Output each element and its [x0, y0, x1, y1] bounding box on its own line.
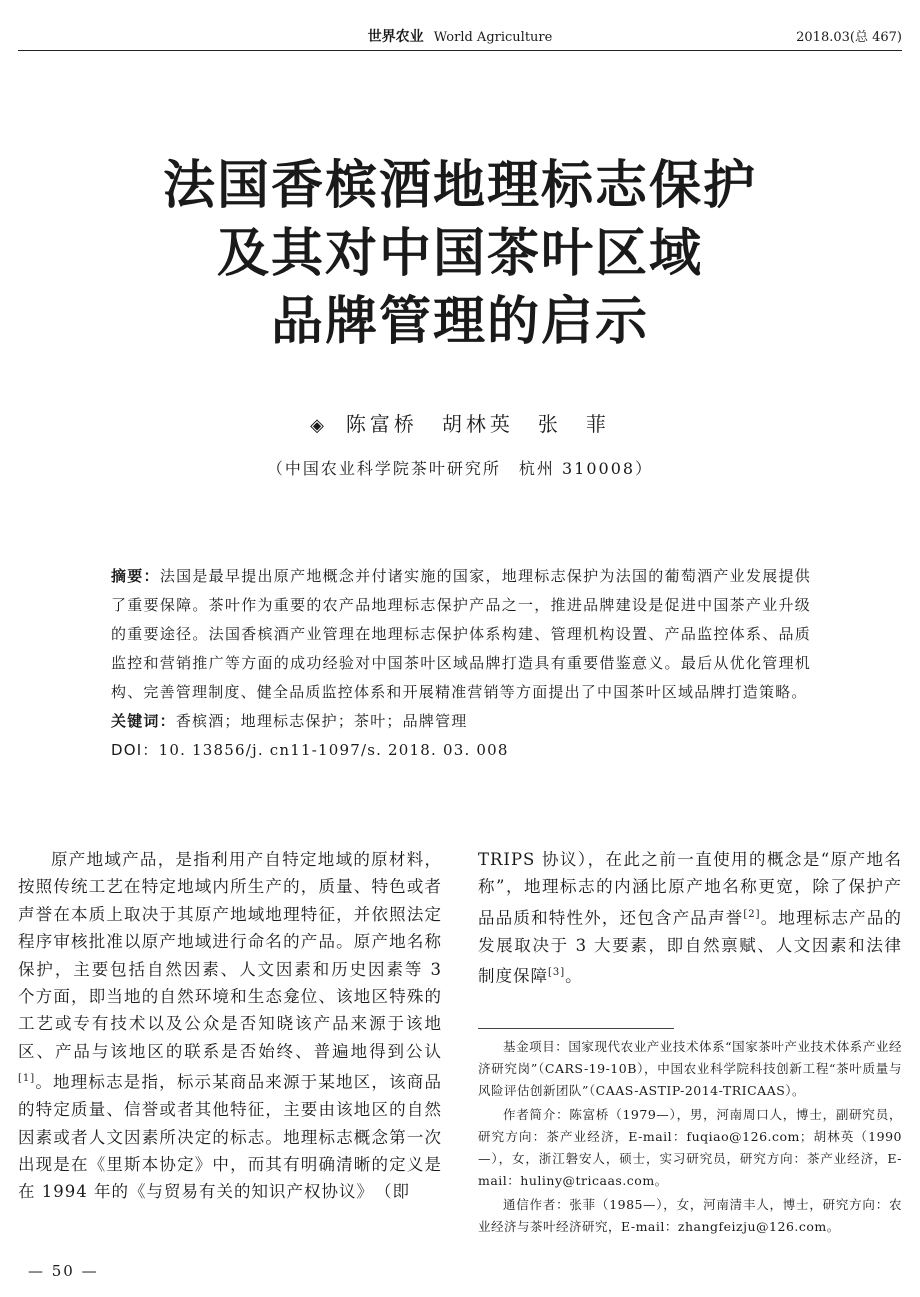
title-line-2: 及其对中国茶叶区域	[216, 224, 703, 284]
footnote-author-bio: 作者简介：陈富桥（1979—），男，河南周口人，博士，副研究员，研究方向：茶产业经济，E-mail：fuqiao@126.com；胡林英（1990—），女，浙江磐安人，硕士，实习研究员，研究方向：茶产业经济，E-mail：huliny@tricaas.com。	[478, 1107, 902, 1188]
keywords	[111, 707, 811, 736]
journal-name	[18, 26, 902, 46]
affiliation: （中国农业科学院茶叶研究所 杭州 310008）	[266, 459, 654, 478]
doi	[111, 736, 811, 765]
issue-info: 2018.03(总 467)	[796, 30, 902, 45]
abstract-text: 法国是最早提出原产地概念并付诸实施的国家，地理标志保护为法国的葡萄酒产业发展提供了重要保障。茶叶作为重要的农产品地理标志保护产品之一，推进品牌建设是促进中国茶产业升级的重要途径。法国香槟酒产业管理在地理标志保护体系构建、管理机构设置、产品监控体系、品质监控和营销推广等方面的成功经验对中国茶叶区域品牌打造具有重要借鉴意义。最后从优化管理机构、完善管理制度、健全品质监控体系和开展精准营销等方面提出了中国茶叶区域品牌打造策略。	[111, 567, 811, 701]
citation-2[interactable]: [2]	[743, 908, 761, 920]
journal-logo: 世界农业	[367, 29, 424, 45]
footnote-rule	[478, 1028, 674, 1029]
author-list	[0, 408, 920, 437]
title-line-3: 品牌管理的启示	[270, 292, 649, 352]
footnote-fund: 基金项目：国家现代农业产业技术体系“国家茶叶产业技术体系产业经济研究岗”（CARS-19-10B），中国农业科学院科技创新工程“茶叶质量与风险评估创新团队”（CAAS-ASTIP-2014-TRICAAS）。	[478, 1039, 902, 1098]
abstract-label: 摘要：	[111, 567, 160, 585]
keywords-label: 关键词：	[111, 712, 176, 730]
diamond-marker-icon: ◈	[310, 415, 328, 436]
body-column-right	[478, 846, 902, 990]
body-paragraph: 原产地域产品，是指利用产自特定地域的原材料，按照传统工艺在特定地域内所生产的，质量、特色或者声誉在本质上取决于其原产地域地理特征，并依照法定程序审核批准以原产地域进行命名的产品。原产地名称保护，主要包括自然因素、人文因素和历史因素等 3 个方面，即当地的自然环境和生态龛位、该地区特殊的工艺或专有技术以及公众是否知晓该产品来源于该地区、产品与该地区的联系是否始终、普遍地得到公认[1]。地理标志是指，标示某商品来源于某地区，该商品的特定质量、信誉或者其他特征，主要由该地区的自然因素或者人文因素所决定的标志。地理标志概念第一次出现是在《里斯本协定》中，而其有明确清晰的定义是在 1994 年的《与贸易有关的知识产权协议》 （即	[18, 850, 442, 1202]
abstract	[111, 562, 811, 707]
page-number: — 50 —	[28, 1262, 99, 1280]
footnote-corresponding-author: 通信作者：张菲（1985—），女，河南清丰人，博士，研究方向：农业经济与茶叶经济研究，E-mail：zhangfeizju@126.com。	[478, 1197, 902, 1234]
running-header	[18, 22, 902, 48]
abstract-block	[111, 562, 811, 765]
citation-1[interactable]: [1]	[18, 1073, 36, 1085]
doi-value: 10. 13856/j. cn11-1097/s. 2018. 03. 008	[158, 741, 509, 759]
article-title	[0, 152, 920, 356]
keywords-text: 香槟酒；地理标志保护；茶叶；品牌管理	[175, 712, 468, 730]
citation-3[interactable]: [3]	[548, 967, 566, 979]
body-paragraph-continued: TRIPS 协议），在此之前一直使用的概念是“原产地名称”，地理标志的内涵比原产地名称更宽，除了保护产品品质和特性外，还包含产品声誉[2]。地理标志产品的发展取决于 3 大要素，即自然禀赋、人文因素和法律制度保障[3]。	[478, 850, 903, 986]
doi-label: DOI：	[111, 741, 159, 759]
header-rule	[18, 50, 902, 51]
title-line-1: 法国香槟酒地理标志保护	[162, 156, 757, 216]
author-names: 陈富桥 胡林英 张 菲	[345, 412, 610, 436]
footnotes	[478, 1036, 902, 1240]
journal-english-name: World Agriculture	[433, 30, 553, 45]
body-column-left	[18, 846, 442, 1206]
